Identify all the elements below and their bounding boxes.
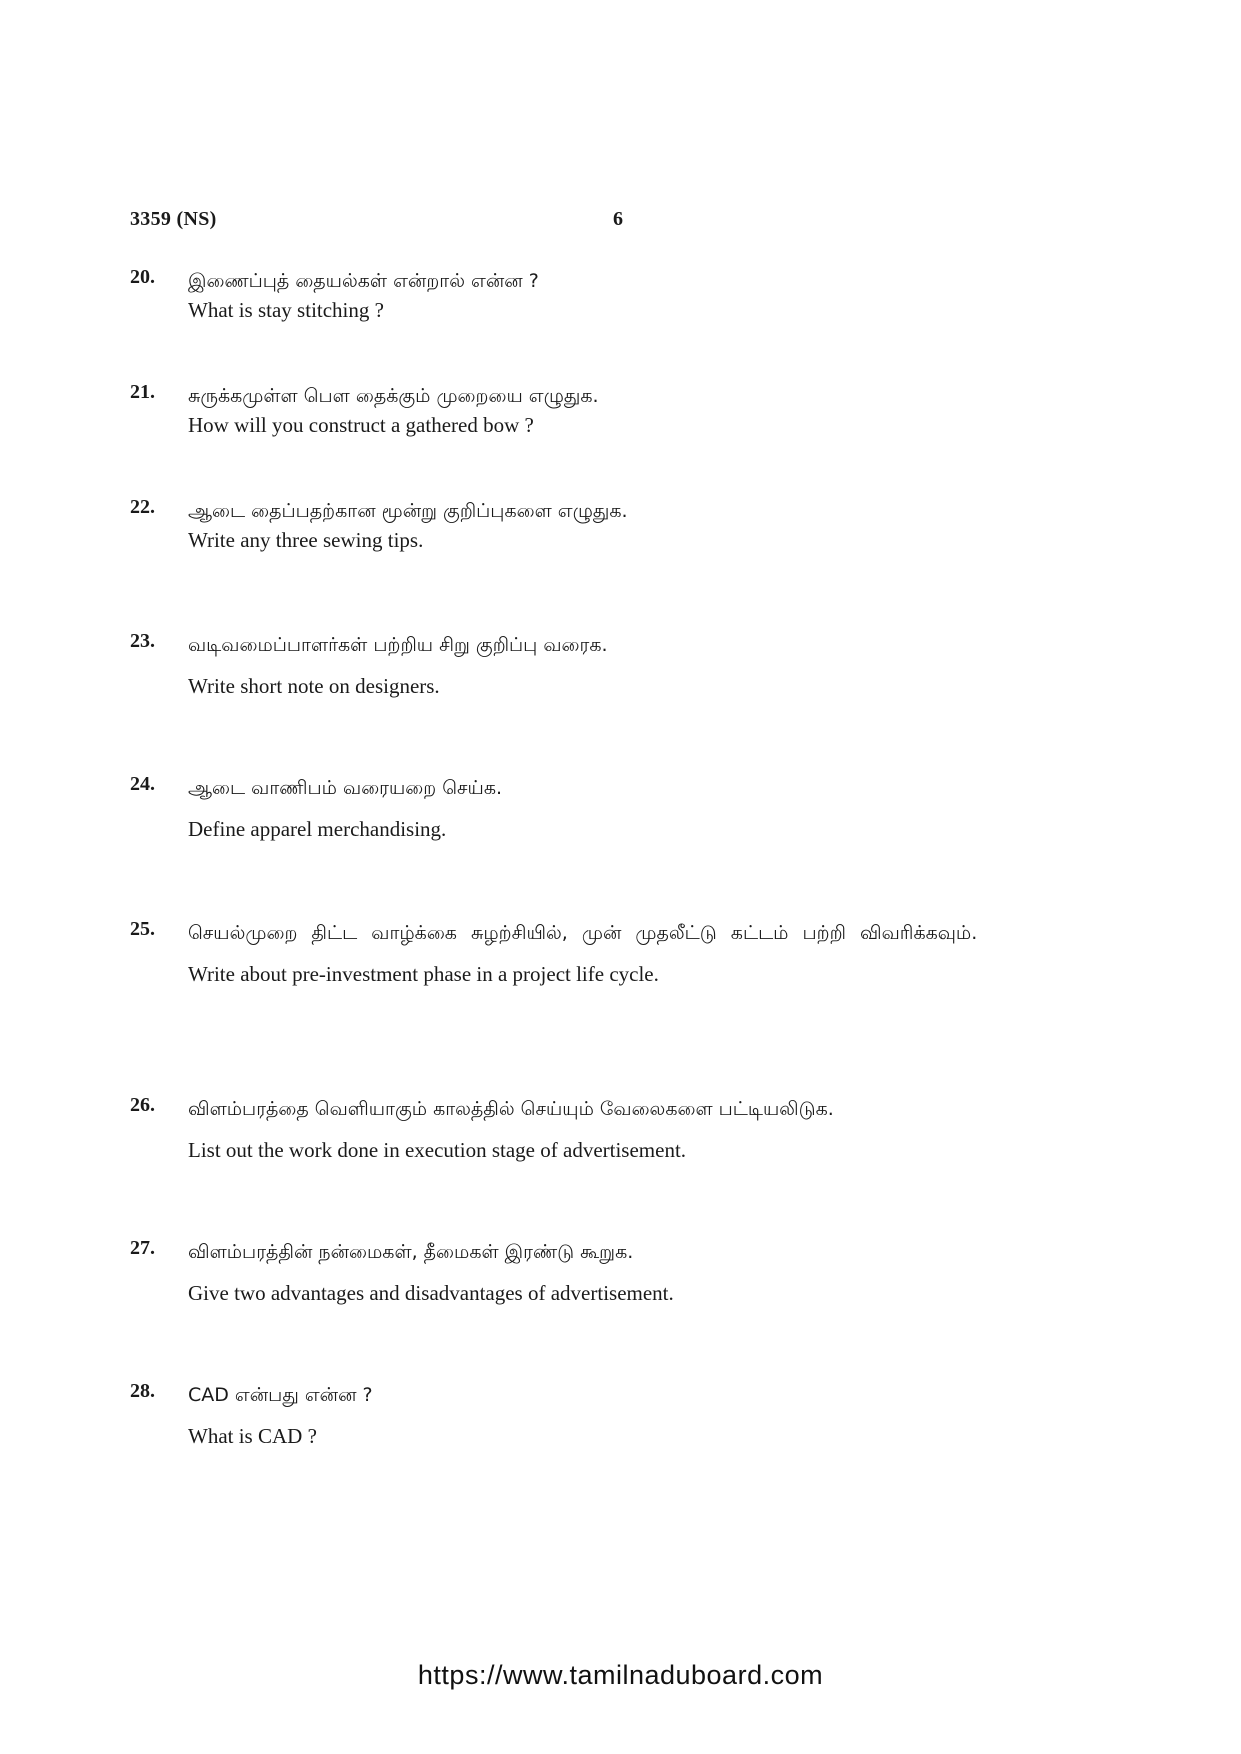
question-text-tamil: CAD என்பது என்ன ? xyxy=(188,1384,373,1406)
question-text-english: Write any three sewing tips. xyxy=(188,528,424,552)
page-number: 6 xyxy=(613,208,623,230)
question-number: 21. xyxy=(130,381,155,403)
question-text-tamil: சுருக்கமுள்ள பௌ தைக்கும் முறையை எழுதுக. xyxy=(188,385,599,407)
question-number: 22. xyxy=(130,496,155,518)
question-text-tamil: விளம்பரத்தின் நன்மைகள், தீமைகள் இரண்டு கூறுக. xyxy=(188,1241,634,1263)
question-text-tamil: ஆடை தைப்பதற்கான மூன்று குறிப்புகளை எழுதுக. xyxy=(188,500,628,522)
question-text-english: Define apparel merchandising. xyxy=(188,817,447,841)
question-number: 25. xyxy=(130,918,155,940)
question-text-english: List out the work done in execution stage of advertisement. xyxy=(188,1138,687,1162)
paper-code: 3359 (NS) xyxy=(130,208,217,230)
question-number: 24. xyxy=(130,773,155,795)
question-number: 28. xyxy=(130,1380,155,1402)
question-text-tamil: ஆடை வாணிபம் வரையறை செய்க. xyxy=(188,777,503,799)
question-number: 20. xyxy=(130,266,155,288)
question-text-english: How will you construct a gathered bow ? xyxy=(188,413,534,437)
question-text-english: What is stay stitching ? xyxy=(188,298,384,322)
question-number: 26. xyxy=(130,1094,155,1116)
question-number: 23. xyxy=(130,630,155,652)
question-text-english: What is CAD ? xyxy=(188,1424,317,1448)
question-text-tamil: விளம்பரத்தை வெளியாகும் காலத்தில் செய்யும் வேலைகளை பட்டியலிடுக. xyxy=(188,1098,834,1120)
question-text-english: Give two advantages and disadvantages of advertisement. xyxy=(188,1281,674,1305)
question-text-tamil: செயல்முறை திட்ட வாழ்க்கை சுழற்சியில், முன் முதலீட்டு கட்டம் பற்றி விவரிக்கவும். xyxy=(188,922,978,944)
footer-url[interactable]: https://www.tamilnaduboard.com xyxy=(417,1660,824,1690)
question-number: 27. xyxy=(130,1237,155,1259)
question-text-tamil: வடிவமைப்பாளர்கள் பற்றிய சிறு குறிப்பு வரைக. xyxy=(188,634,608,656)
question-text-english: Write short note on designers. xyxy=(188,674,440,698)
question-text-english: Write about pre-investment phase in a project life cycle. xyxy=(188,962,659,986)
question-text-tamil: இணைப்புத் தையல்கள் என்றால் என்ன ? xyxy=(188,270,539,292)
